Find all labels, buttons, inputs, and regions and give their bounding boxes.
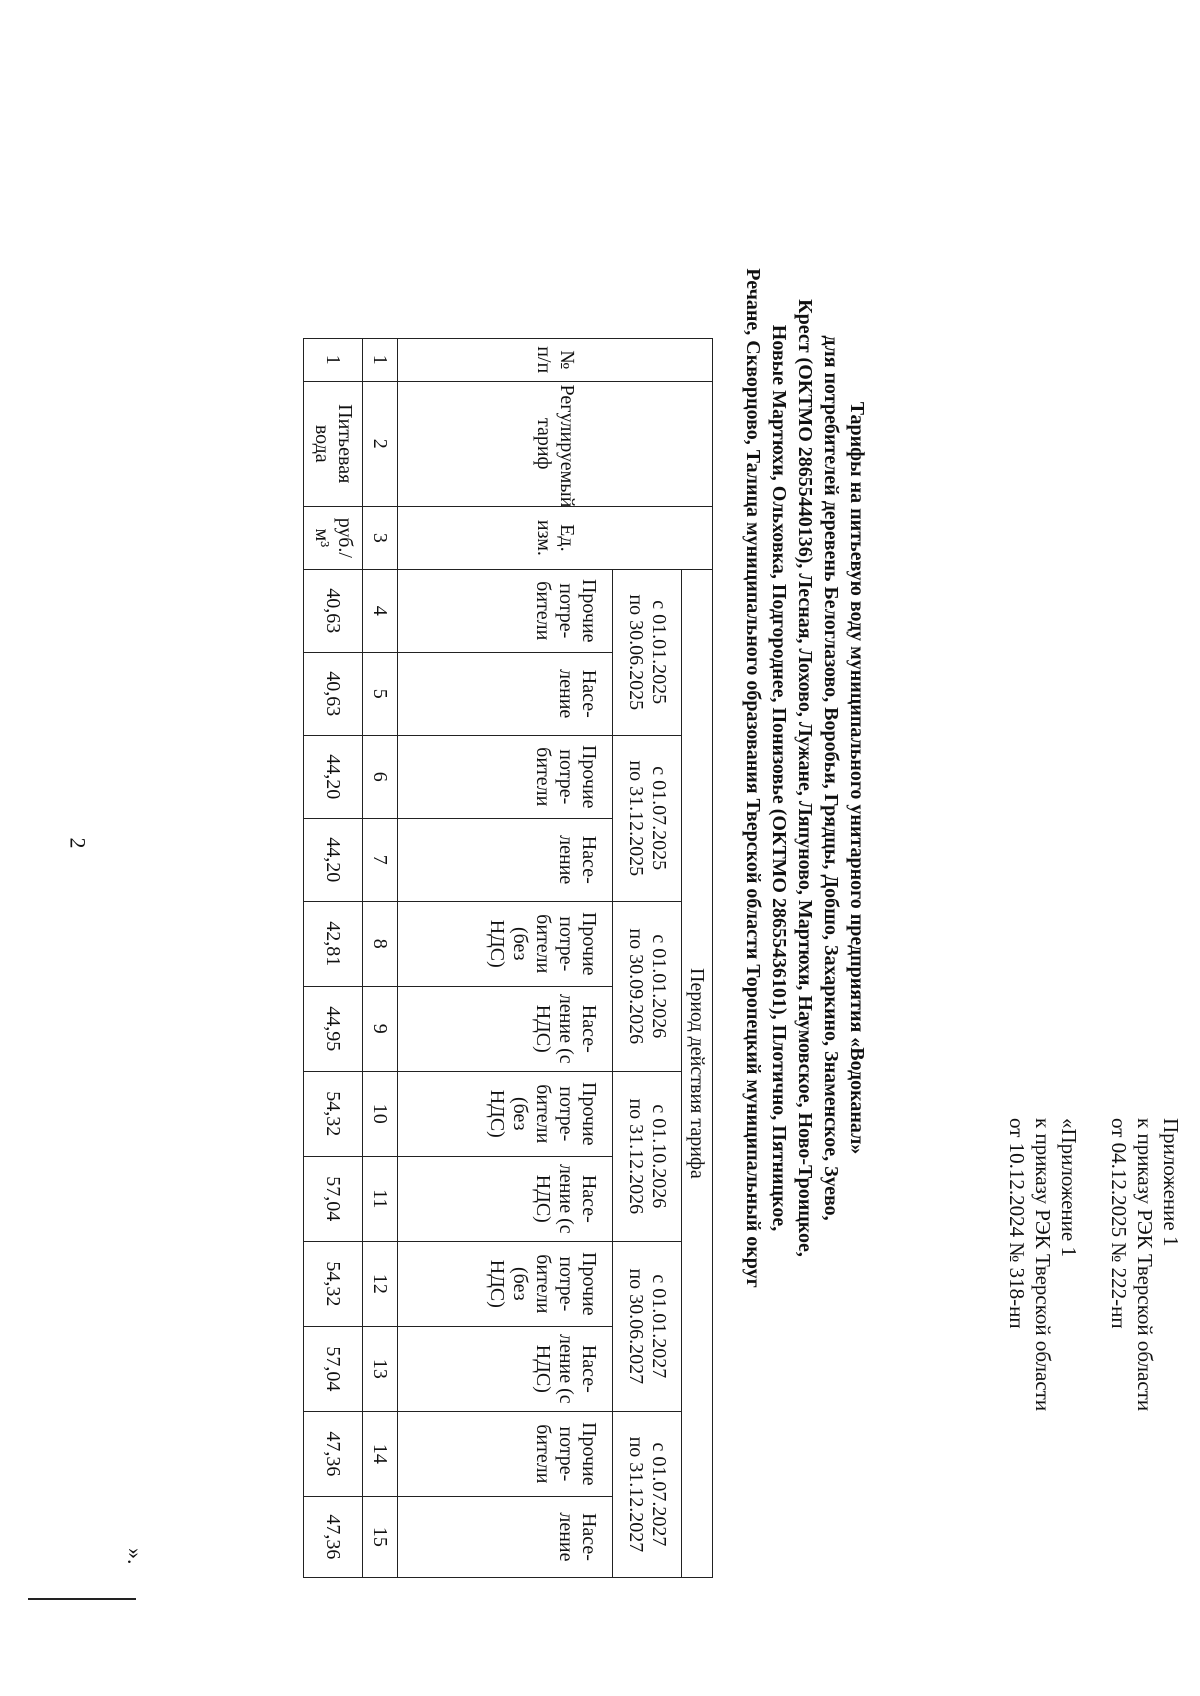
period-1-to: по 30.06.2025 <box>625 594 647 711</box>
period-2 <box>613 735 682 901</box>
sub-header-population: Насе- ление <box>398 818 613 901</box>
period-2-to: по 31.12.2025 <box>625 760 647 877</box>
landscape-content <box>70 8 1200 1668</box>
title-line3: Крест (ОКТМО 28655440136), Лесная, Лохово, Лужане, Ляпуново, Мартюхи, Наумовское, Ново-Троицкое, <box>794 299 816 1257</box>
sub-header-population-vat: Насе- ление (с НДС) <box>398 986 613 1071</box>
tariff-value: 40,63 <box>304 569 363 652</box>
tariff-table <box>303 338 713 1578</box>
column-number: 15 <box>363 1496 398 1577</box>
column-number: 3 <box>363 507 398 570</box>
title-line5: Речане, Скворцово, Талица муниципального образования Тверской области Торопецкий муниципальный округ <box>742 268 764 1288</box>
header-row-number: № п/п <box>398 339 713 382</box>
appendix-original-line1: «Приложение 1 <box>1057 1118 1081 1257</box>
tariff-value: 42,81 <box>304 901 363 986</box>
column-number: 10 <box>363 1071 398 1156</box>
tariff-value: 44,95 <box>304 986 363 1071</box>
tariff-value: 47,36 <box>304 1411 363 1496</box>
period-4-to: по 31.12.2026 <box>625 1098 647 1215</box>
sub-header-other-consumers: Прочие потре- бители <box>398 735 613 818</box>
period-6 <box>613 1411 682 1577</box>
sub-header-population: Насе- ление <box>398 652 613 735</box>
tariff-value: 54,32 <box>304 1071 363 1156</box>
column-number: 13 <box>363 1326 398 1411</box>
appendix-current <box>1106 1118 1184 1411</box>
tariff-value: 57,04 <box>304 1326 363 1411</box>
title-line2: для потребителей деревень Белоглазово, Воробьи, Грядцы, Добшо, Захаркино, Знаменское, Зуево, <box>820 335 842 1221</box>
sub-header-other-consumers-no-vat: Прочие потре- бители (без НДС) <box>398 1241 613 1326</box>
sub-header-other-consumers: Прочие потре- бители <box>398 1411 613 1496</box>
row-unit: руб./м³ <box>304 507 363 570</box>
tariff-value: 47,36 <box>304 1496 363 1577</box>
period-1 <box>613 569 682 735</box>
header-regulated-tariff: Регулируемый тариф <box>398 381 713 507</box>
column-number: 2 <box>363 381 398 507</box>
period-3-to: по 30.09.2026 <box>625 928 647 1045</box>
period-6-from: с 01.07.2027 <box>648 1442 670 1547</box>
header-unit: Ед. изм. <box>398 507 713 570</box>
tariff-value: 44,20 <box>304 735 363 818</box>
row-number: 1 <box>304 339 363 382</box>
closing-quote-mark: ». <box>123 1548 148 1565</box>
column-number: 9 <box>363 986 398 1071</box>
period-2-from: с 01.07.2025 <box>648 766 670 871</box>
column-number: 7 <box>363 818 398 901</box>
sub-header-other-consumers-no-vat: Прочие потре- бители (без НДС) <box>398 901 613 986</box>
column-number: 1 <box>363 339 398 382</box>
document-title <box>740 268 870 1288</box>
column-number: 5 <box>363 652 398 735</box>
appendix-original <box>1004 1118 1082 1411</box>
period-1-from: с 01.01.2025 <box>648 600 670 705</box>
sub-header-population: Насе- ление <box>398 1496 613 1577</box>
column-number: 4 <box>363 569 398 652</box>
period-5-from: с 01.01.2027 <box>648 1274 670 1379</box>
period-4-from: с 01.10.2026 <box>648 1104 670 1209</box>
tariff-value: 44,20 <box>304 818 363 901</box>
table-row <box>304 339 363 1578</box>
sub-header-population-vat: Насе- ление (с НДС) <box>398 1326 613 1411</box>
sub-header-other-consumers: Прочие потре- бители <box>398 569 613 652</box>
period-5 <box>613 1241 682 1411</box>
period-5-to: по 30.06.2027 <box>625 1268 647 1385</box>
column-number: 12 <box>363 1241 398 1326</box>
period-3 <box>613 901 682 1071</box>
row-tariff-name: Питьевая вода <box>304 381 363 507</box>
tariff-value: 40,63 <box>304 652 363 735</box>
tariff-value: 54,32 <box>304 1241 363 1326</box>
period-4 <box>613 1071 682 1241</box>
title-line1: Тарифы на питьевую воду муниципального унитарного предприятия «Водоканал» <box>846 401 868 1155</box>
column-number: 6 <box>363 735 398 818</box>
appendix-original-line2: к приказу РЭК Тверской области <box>1031 1118 1055 1412</box>
sub-header-population-vat: Насе- ление (с НДС) <box>398 1156 613 1241</box>
column-number: 8 <box>363 901 398 986</box>
column-number: 11 <box>363 1156 398 1241</box>
column-number: 14 <box>363 1411 398 1496</box>
appendix-current-line2: к приказу РЭК Тверской области <box>1133 1118 1157 1412</box>
page-number: 2 <box>65 837 91 849</box>
period-6-to: по 31.12.2027 <box>625 1436 647 1553</box>
sub-header-other-consumers-no-vat: Прочие потре- бители (без НДС) <box>398 1071 613 1156</box>
period-3-from: с 01.01.2026 <box>648 934 670 1039</box>
appendix-current-line3: от 04.12.2025 № 222-нп <box>1107 1118 1131 1329</box>
header-tariff-period: Период действия тарифа <box>682 569 713 1577</box>
appendix-current-line1: Приложение 1 <box>1159 1118 1183 1247</box>
tariff-value: 57,04 <box>304 1156 363 1241</box>
title-line4: Новые Мартюхи, Ольховка, Подгороднее, Понизовье (ОКТМО 28655436101), Плотично, Пятницкое, <box>768 324 790 1232</box>
column-number-row <box>363 339 398 1578</box>
appendix-original-line3: от 10.12.2024 № 318-нп <box>1005 1118 1029 1329</box>
